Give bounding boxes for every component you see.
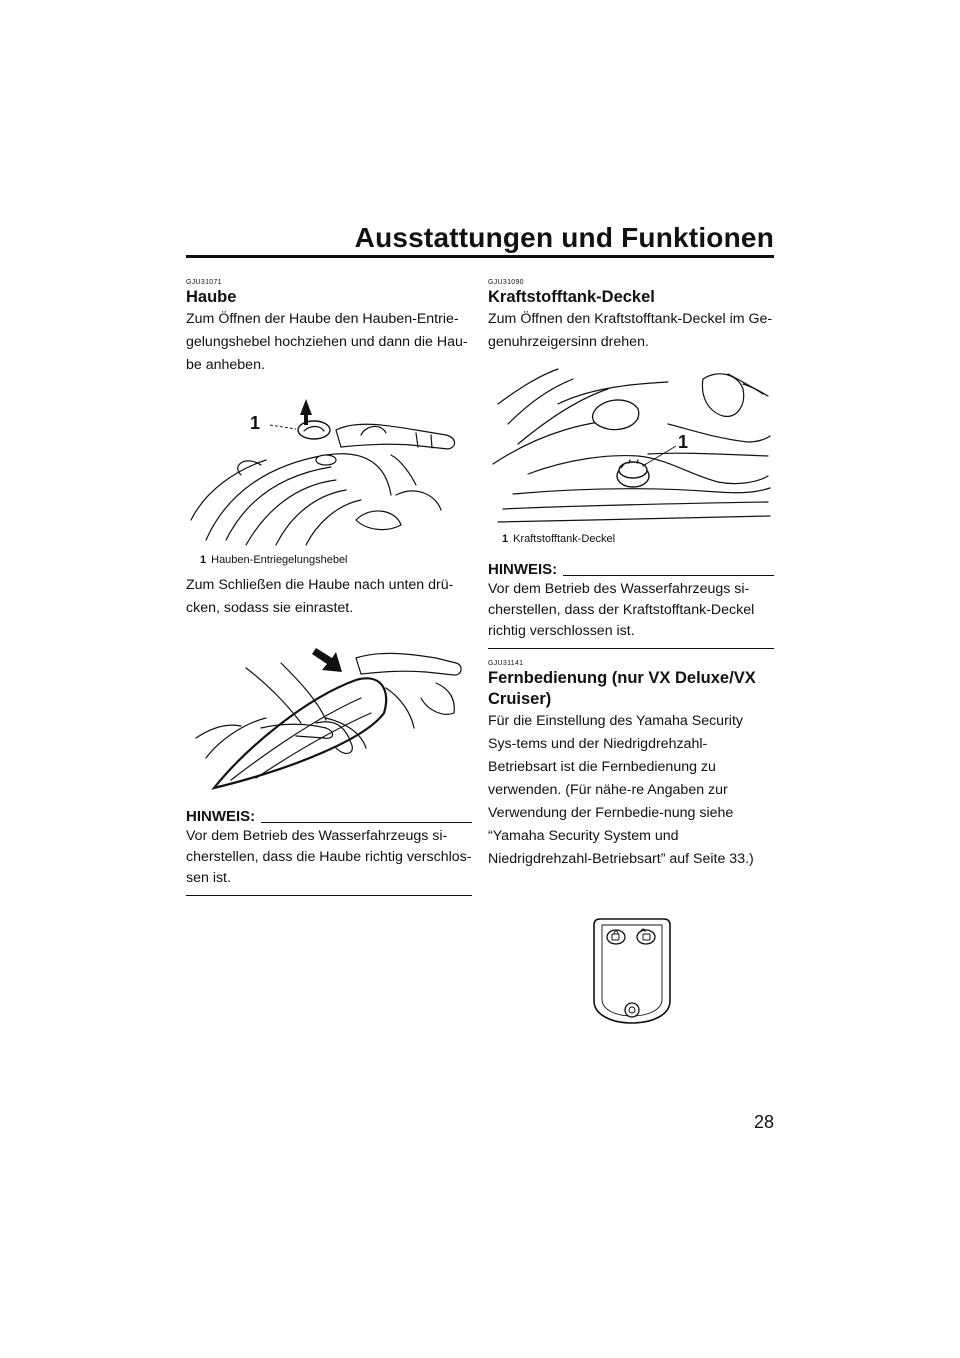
note-label: HINWEIS: <box>488 561 558 578</box>
caption-number: 1 <box>502 533 509 545</box>
hood-latch-illustration <box>186 385 472 550</box>
section-code-hood: GJU31071 <box>186 279 222 286</box>
figure-fuel-cap <box>488 364 774 529</box>
note-heading-hood <box>186 808 472 826</box>
figure-caption-fuel-cap <box>502 531 774 547</box>
heading-remote: Fernbedienung (nur VX Deluxe/VX Cruiser) <box>488 669 756 708</box>
right-column <box>488 270 774 1025</box>
figure-hood-latch <box>186 385 472 550</box>
note-end-rule <box>488 648 774 649</box>
note-label: HINWEIS: <box>186 808 256 825</box>
figure-callout-1: 1 <box>678 432 689 452</box>
heading-fuel-cap: Kraftstofftank-Deckel <box>488 288 655 306</box>
figure-caption-hood-latch <box>200 552 472 568</box>
note-text-fuel: Vor dem Betrieb des Wasserfahrzeugs si-cherstellen, dass der Kraftstofftank-Deckel richtig verschlossen ist. <box>488 581 755 639</box>
note-heading-rule <box>261 822 472 823</box>
remote-control-illustration <box>592 915 672 1025</box>
note-heading-fuel <box>488 561 774 579</box>
title-rule <box>186 255 774 258</box>
heading-hood: Haube <box>186 288 237 306</box>
note-heading-rule <box>563 575 774 576</box>
section-code-remote: GJU31141 <box>488 660 524 667</box>
section-code-fuel: GJU31090 <box>488 279 524 286</box>
hood-close-illustration <box>186 628 472 798</box>
left-column <box>186 270 472 896</box>
fuel-cap-illustration <box>488 364 774 529</box>
hood-open-text: Zum Öffnen der Haube den Hauben-Entrie-gelungshebel hochziehen und dann die Hau-be anheben. <box>186 311 468 373</box>
page-title: Ausstattungen und Funktionen <box>354 222 774 253</box>
figure-callout-1: 1 <box>250 413 261 433</box>
figure-remote-control <box>592 915 774 1025</box>
note-text-hood: Vor dem Betrieb des Wasserfahrzeugs si-cherstellen, dass die Haube richtig verschlos-sen ist. <box>186 828 472 886</box>
caption-text: Kraftstofftank-Deckel <box>513 533 616 545</box>
caption-text: Hauben-Entriegelungshebel <box>211 554 348 566</box>
caption-number: 1 <box>200 554 207 566</box>
remote-text: Für die Einstellung des Yamaha Security Sys-tems und der Niedrigdrehzahl-Betriebsart ist die Fernbedienung zu verwenden. (Für nähe-re Angaben zur Verwendung der Fernbedie-nung siehe “Yamaha Security System und Niedrigdrehzahl-Betriebsart” auf Seite 33.) <box>488 713 754 867</box>
figure-hood-close <box>186 628 472 798</box>
page-number: 28 <box>753 1112 774 1132</box>
note-end-rule <box>186 895 472 896</box>
fuel-cap-text: Zum Öffnen den Kraftstofftank-Deckel im Ge-genuhrzeigersinn drehen. <box>488 311 773 350</box>
hood-close-text: Zum Schließen die Haube nach unten drü-cken, sodass sie einrastet. <box>186 577 454 616</box>
